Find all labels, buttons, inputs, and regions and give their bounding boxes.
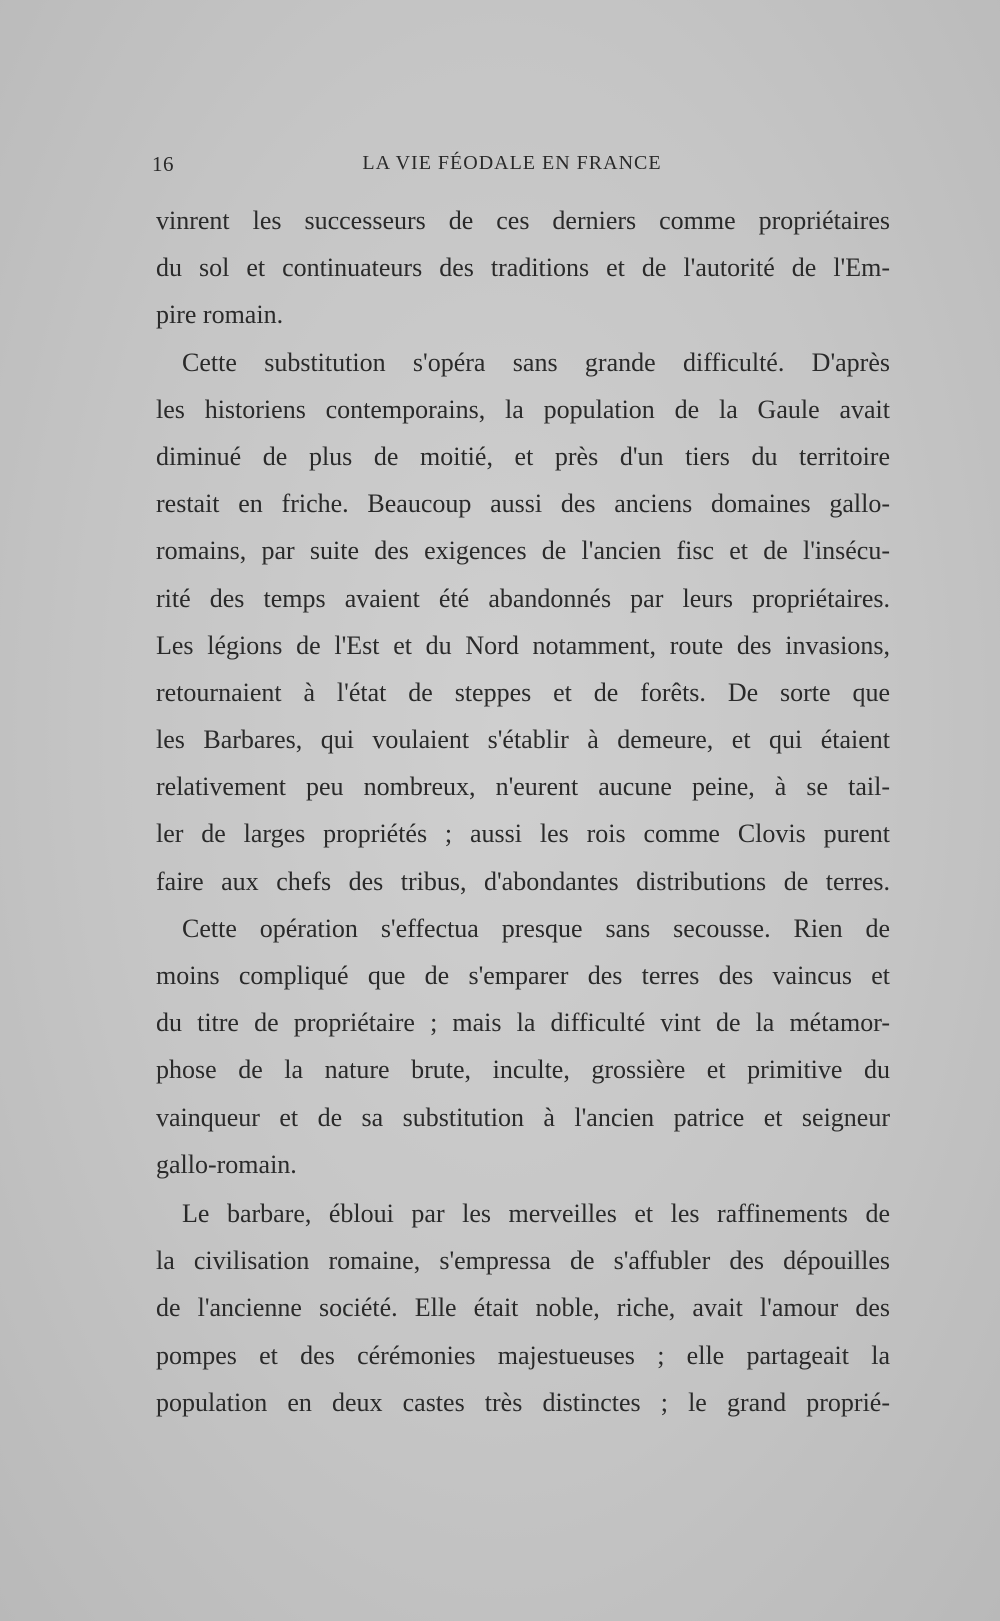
text-line: vainqueur et de sa substitution à l'ancien patrice et seigneur [156,1102,890,1132]
text-line: population en deux castes très distinctes ; le grand proprié- [156,1387,890,1417]
text-line: Cette opération s'effectua presque sans secousse. Rien de [182,913,890,943]
text-line: moins compliqué que de s'emparer des terres des vaincus et [156,961,890,990]
text-line: retournaient à l'état de steppes et de forêts. De sorte que [156,677,890,707]
text-line: la civilisation romaine, s'empressa de s'affubler des dépouilles [156,1246,890,1276]
text-line: Cette substitution s'opéra sans grande difficulté. D'après [182,347,890,377]
text-line: du sol et continuateurs des traditions et de l'autorité de l'Em- [156,253,890,283]
text-line: diminué de plus de moitié, et près d'un tiers du territoire [156,441,890,471]
running-title: LA VIE FÉODALE EN FRANCE [362,152,662,174]
text-line: Le barbare, ébloui par les merveilles et les raffinements de [182,1198,890,1228]
text-line: les Barbares, qui voulaient s'établir à demeure, et qui étaient [156,725,890,755]
text-line: vinrent les successeurs de ces derniers comme propriétaires [156,206,890,235]
text-line: Les légions de l'Est et du Nord notamment, route des invasions, [156,630,890,660]
text-line: relativement peu nombreux, n'eurent aucune peine, à se tail- [156,772,890,802]
text-line: pire romain. [156,300,284,330]
text-line: faire aux chefs des tribus, d'abondantes distributions de terres. [156,866,890,896]
text-line: pompes et des cérémonies majestueuses ; elle partageait la [156,1340,890,1370]
text-line: de l'ancienne société. Elle était noble, riche, avait l'amour des [156,1293,890,1323]
text-line: gallo-romain. [156,1149,297,1179]
text-line: restait en friche. Beaucoup aussi des anciens domaines gallo- [156,489,890,519]
running-head [152,152,872,184]
text-line: les historiens contemporains, la population de la Gaule avait [156,394,890,424]
text-line: phose de la nature brute, inculte, grossière et primitive du [156,1055,890,1085]
text-line: romains, par suite des exigences de l'ancien fisc et de l'insécu- [156,536,890,566]
body-text [156,197,890,1426]
text-line: rité des temps avaient été abandonnés par leurs propriétaires. [156,583,890,613]
text-line: ler de larges propriétés ; aussi les rois comme Clovis purent [156,819,890,849]
text-line: du titre de propriétaire ; mais la difficulté vint de la métamor- [156,1008,890,1038]
page-number: 16 [152,152,174,176]
